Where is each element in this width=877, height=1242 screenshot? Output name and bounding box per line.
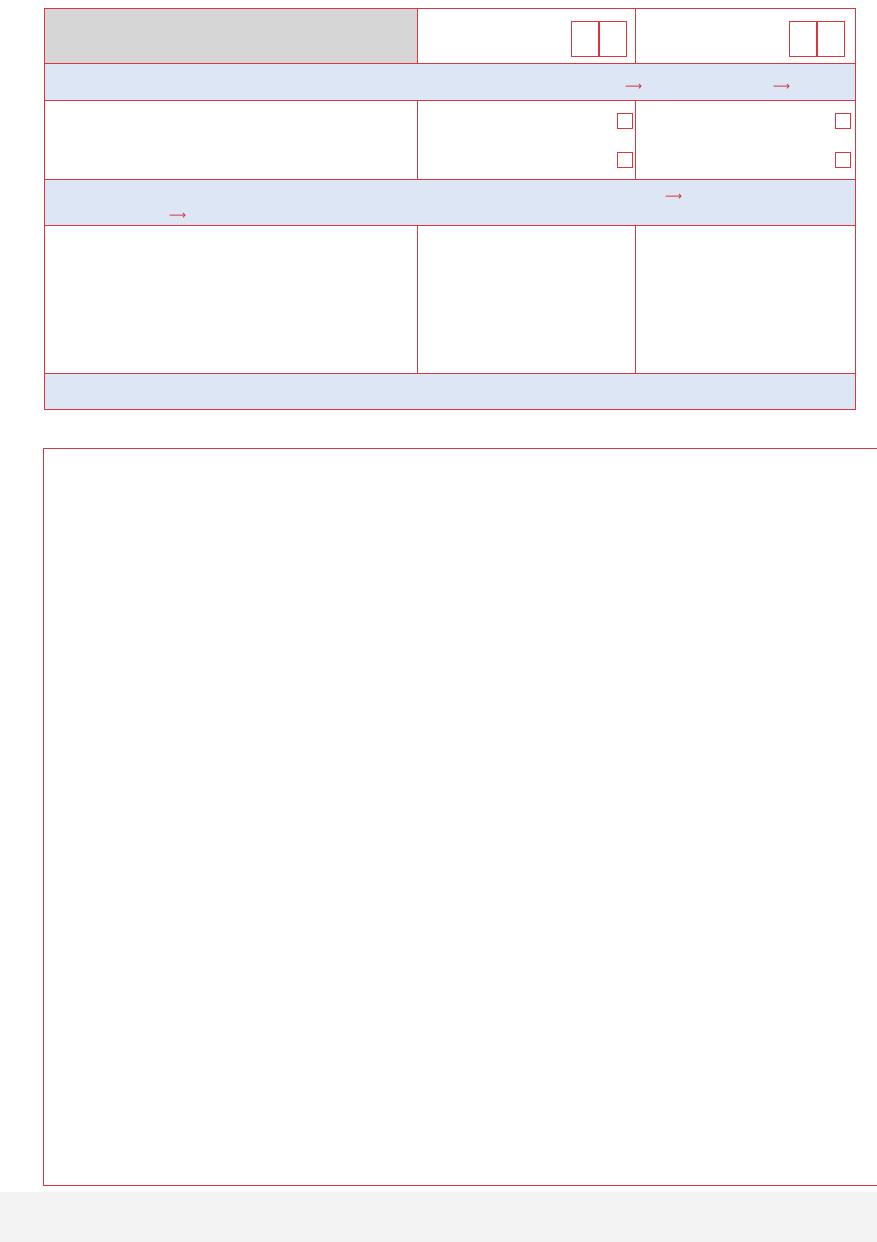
q21-checkbox[interactable] <box>617 152 633 168</box>
page-footer-band <box>0 1192 877 1242</box>
q21-checkbox[interactable] <box>835 152 851 168</box>
q21-checkbox[interactable] <box>617 113 633 129</box>
kt2-check-row <box>45 64 855 100</box>
arrow-right-icon: ⟶ <box>773 79 791 93</box>
kt3-check-row <box>45 180 855 225</box>
member-code-box[interactable] <box>599 21 627 57</box>
header-cell <box>45 9 417 63</box>
arrow-right-icon: ⟶ <box>169 208 187 222</box>
q21-checkbox[interactable] <box>835 113 851 129</box>
bottom-answer-table <box>43 448 877 1186</box>
arrow-right-icon: ⟶ <box>665 189 683 203</box>
member-code-box[interactable] <box>789 21 817 57</box>
member-code-box[interactable] <box>571 21 599 57</box>
member-code-box[interactable] <box>817 21 845 57</box>
top-question-table <box>44 8 856 410</box>
kt4-check-row <box>45 374 855 409</box>
arrow-right-icon: ⟶ <box>625 79 643 93</box>
